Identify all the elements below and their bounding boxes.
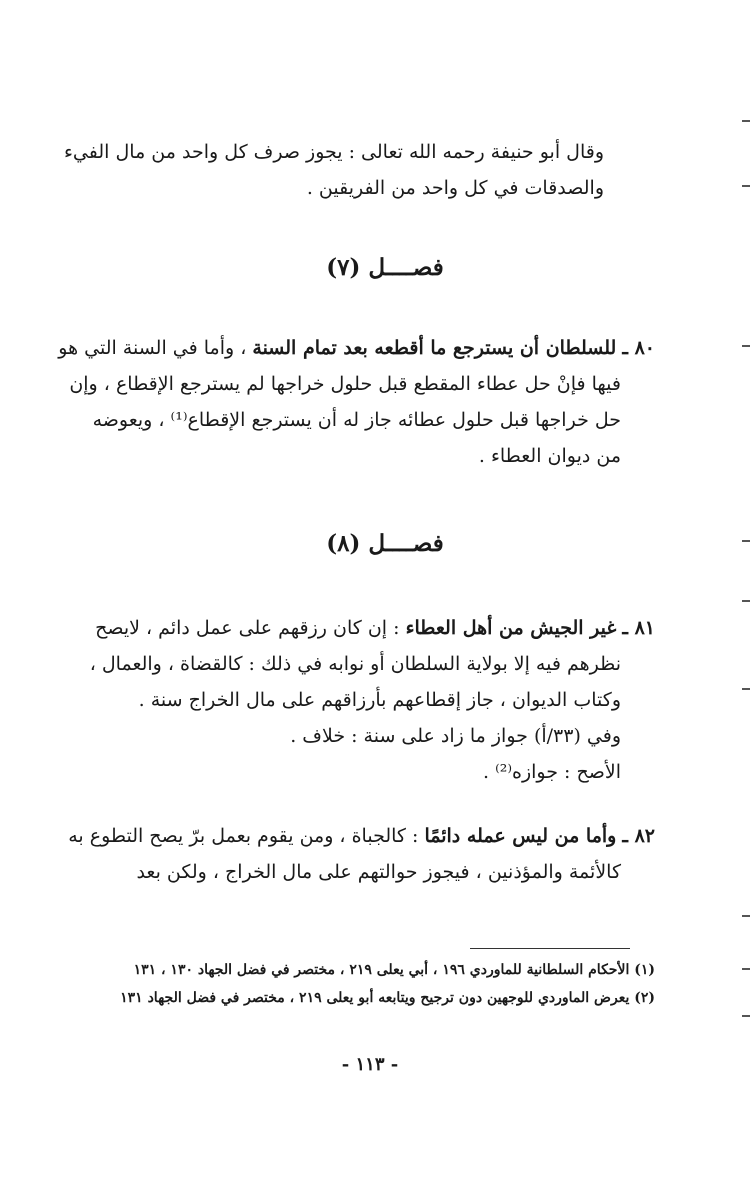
margin-tick [742,968,750,970]
page-number: - ١١٣ - [341,1054,399,1075]
margin-tick [742,185,750,187]
p81-line-1 [95,610,655,646]
p82-line-2: كالأئمة والمؤذنين ، فيجوز حوالتهم على مال الخراج ، ولكن بعد [136,861,621,883]
p80-line-1-rest: ، وأما في السنة التي هو [58,337,247,359]
intro-line-2: والصدقات في كل واحد من الفريقين . [306,177,604,199]
p81-line-4: وفي (٣٣/أ) جواز ما زاد على سنة : خلاف . [290,725,621,747]
margin-tick [742,1015,750,1017]
footnote-1: (١) الأحكام السلطانية للماوردي ١٩٦ ، أبي يعلى ٢١٩ ، مختصر في فضل الجهاد ١٣٠ ، ١٣١ [133,962,655,978]
footnote-2: (٢) يعرض الماوردي للوجهين دون ترجيح ويتابعه أبو يعلى ٢١٩ ، مختصر في فضل الجهاد ١٣١ [120,990,655,1006]
paragraph-80 [58,330,655,474]
p81-bold-lead: غير الجيش من أهل العطاء [405,617,617,639]
p82-line-1-rest: : كالجباة ، ومن يقوم بعمل برّ يصح التطوع به [68,825,419,847]
margin-tick [742,540,750,542]
p82-line-1 [68,818,655,854]
intro-line-1: وقال أبو حنيفة رحمه الله تعالى : يجوز صرف كل واحد من مال الفيء [64,141,604,163]
margin-tick [742,600,750,602]
p80-line-1 [58,330,655,366]
p80-number: ٨٠ ـ [622,337,655,359]
p80-line-3: حل خراجها قبل حلول عطائه جاز له أن يسترجع الإقطاع⁽¹⁾ ، ويعوضه [92,409,621,431]
p81-line-2: نظرهم فيه إلا بولاية السلطان أو نوابه في ذلك : كالقضاة ، والعمال ، [89,653,621,675]
p80-bold-lead: للسلطان أن يسترجع ما أقطعه بعد تمام السنة [252,337,617,359]
p81-line-1-rest: : إن كان رزقهم على عمل دائم ، لايصح [95,617,400,639]
section-heading-7: فصــــل (٧) [326,254,444,281]
p81-line-5: الأصح : جوازه⁽²⁾ . [482,761,621,783]
paragraph-82 [68,818,655,890]
p82-bold-lead: وأما من ليس عمله دائمًا [424,825,617,847]
margin-tick [742,915,750,917]
p81-number: ٨١ ـ [622,617,655,639]
section-heading-8: فصــــل (٨) [326,530,444,557]
p80-line-2: فيها فإنْ حل عطاء المقطع قبل حلول خراجها لم يسترجع الإقطاع ، وإن [69,373,621,395]
intro-paragraph [64,134,622,206]
margin-tick [742,345,750,347]
footnote-divider [470,948,630,949]
paragraph-81 [89,610,655,790]
p81-line-3: وكتاب الديوان ، جاز إقطاعهم بأرزاقهم على مال الخراج سنة . [138,689,621,711]
margin-tick [742,688,750,690]
p82-number: ٨٢ ـ [622,825,655,847]
margin-tick [742,120,750,122]
p80-line-4: من ديوان العطاء . [478,445,621,467]
